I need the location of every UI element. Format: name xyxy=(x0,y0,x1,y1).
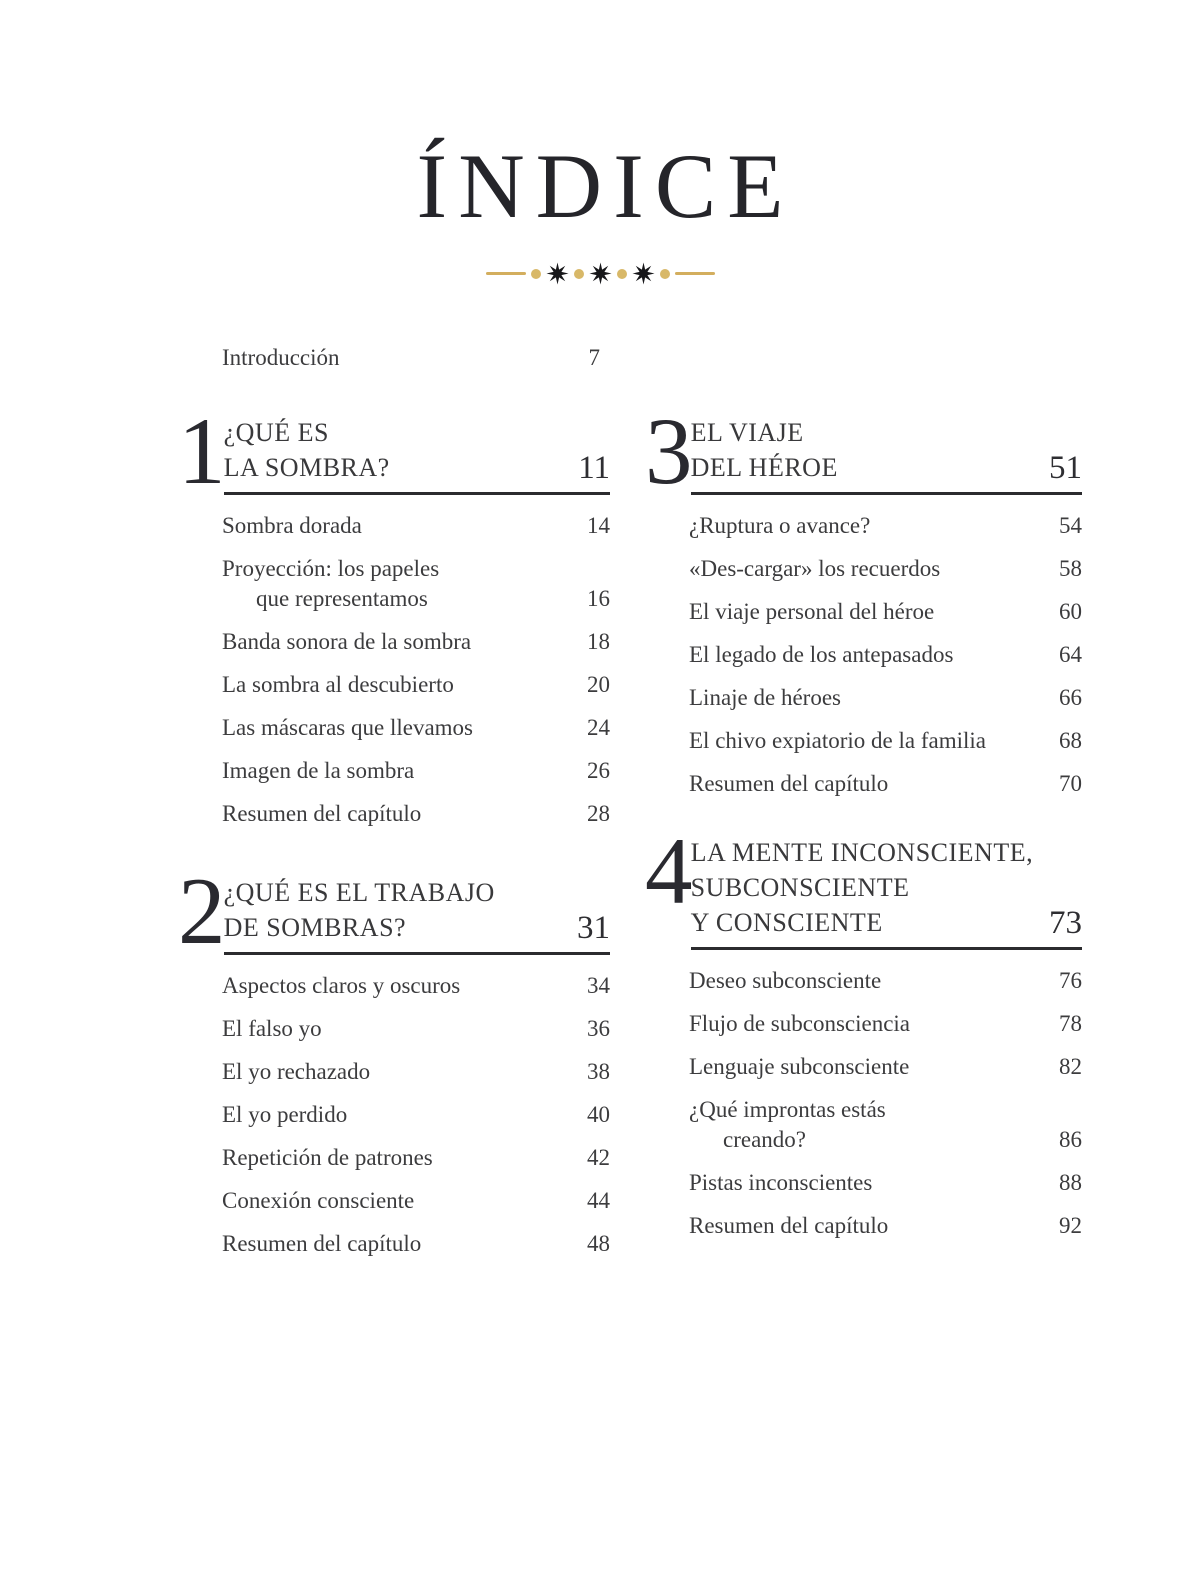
toc-item-label xyxy=(689,769,888,799)
toc-item xyxy=(689,1009,1082,1039)
toc-item-page: 82 xyxy=(1059,1053,1082,1079)
ornament-divider xyxy=(0,259,1200,289)
chapter-page-number: 73 xyxy=(1049,904,1082,941)
toc-item-label xyxy=(689,1168,872,1198)
toc-item-page: 38 xyxy=(587,1058,610,1084)
chapter-title-line: Y CONSCIENTE xyxy=(690,907,883,937)
toc-item-page: 40 xyxy=(587,1101,610,1127)
toc-item-label xyxy=(222,1186,414,1216)
toc-item-page: 86 xyxy=(1059,1126,1082,1152)
toc-item-line: Pistas inconscientes xyxy=(689,1169,873,1195)
chapter-items xyxy=(178,511,610,829)
toc-item xyxy=(222,971,610,1001)
toc-item-page: 34 xyxy=(587,972,610,998)
dot-icon xyxy=(617,269,627,279)
toc-item-page: 36 xyxy=(587,1015,610,1041)
toc-item-line: El chivo expiatorio de la familia xyxy=(689,727,986,753)
toc-item-label xyxy=(689,1095,886,1155)
toc-item-line: La sombra al descubierto xyxy=(222,671,454,697)
toc-intro-label: Introducción xyxy=(222,344,340,370)
divider-line xyxy=(486,272,526,275)
chapter-title-wrap xyxy=(691,835,1082,950)
toc-item-line: ¿Qué improntas estás xyxy=(689,1096,886,1122)
toc-item-page: 54 xyxy=(1059,512,1082,538)
chapter-title-line: DE SOMBRAS? xyxy=(223,912,407,942)
toc-item-page: 20 xyxy=(587,671,610,697)
chapter-title xyxy=(691,415,838,485)
toc-item-page: 14 xyxy=(587,512,610,538)
toc-item-label xyxy=(689,683,841,713)
toc-item-line: Banda sonora de la sombra xyxy=(222,628,472,654)
toc-item-line: El legado de los antepasados xyxy=(689,641,954,667)
toc-item-line: El viaje personal del héroe xyxy=(689,598,935,624)
chapter-number: 3 xyxy=(645,397,691,504)
toc-item xyxy=(689,597,1082,627)
chapter-title-line: SUBCONSCIENTE xyxy=(690,872,910,902)
toc-item-page: 88 xyxy=(1059,1169,1082,1195)
toc-item xyxy=(222,1014,610,1044)
chapter-title-line: LA SOMBRA? xyxy=(223,452,390,482)
chapter-header xyxy=(645,397,1082,504)
toc-item-page: 28 xyxy=(587,800,610,826)
toc-item-line: Deseo subconsciente xyxy=(689,967,882,993)
dot-icon xyxy=(574,269,584,279)
chapter-title xyxy=(224,875,495,945)
toc-item-line: El yo perdido xyxy=(222,1101,348,1127)
chapter-block xyxy=(645,397,1082,799)
toc-item xyxy=(689,726,1082,756)
toc-item-label xyxy=(222,554,439,614)
chapter-page-number: 51 xyxy=(1049,449,1082,486)
toc-item-page: 48 xyxy=(587,1230,610,1256)
chapter-number: 4 xyxy=(645,817,691,924)
toc-item-line: «Des-cargar» los recuerdos xyxy=(689,555,941,581)
toc-item-line: Resumen del capítulo xyxy=(222,800,422,826)
star-icon xyxy=(632,262,655,285)
chapter-number: 1 xyxy=(178,397,224,504)
toc-item-label xyxy=(222,1057,370,1087)
chapter-title-wrap xyxy=(224,415,610,495)
toc-item-line: Imagen de la sombra xyxy=(222,757,415,783)
toc-item-label xyxy=(689,1052,909,1082)
toc-item-page: 66 xyxy=(1059,684,1082,710)
toc-item-page: 16 xyxy=(587,585,610,611)
toc-item-label xyxy=(689,726,986,756)
toc-item-label xyxy=(222,1014,322,1044)
toc-item-label xyxy=(222,756,414,786)
toc-item-page: 24 xyxy=(587,714,610,740)
toc-content xyxy=(178,345,1082,1272)
chapter-header xyxy=(178,857,610,964)
toc-item-line: que representamos xyxy=(256,585,428,611)
toc-intro-page: 7 xyxy=(588,344,600,370)
chapter-items xyxy=(645,511,1082,799)
toc-item-label xyxy=(689,511,870,541)
toc-item-line: Repetición de patrones xyxy=(222,1144,433,1170)
chapter-title-line: DEL HÉROE xyxy=(690,452,838,482)
toc-item-page: 78 xyxy=(1059,1010,1082,1036)
toc-item xyxy=(689,1095,1082,1155)
toc-item-line: El yo rechazado xyxy=(222,1058,371,1084)
chapter-title xyxy=(691,835,1033,940)
toc-item-page: 92 xyxy=(1059,1212,1082,1238)
toc-item xyxy=(689,1052,1082,1082)
chapter-header xyxy=(645,817,1082,950)
toc-item xyxy=(222,1229,610,1259)
toc-item-line: Resumen del capítulo xyxy=(689,770,889,796)
dot-icon xyxy=(531,269,541,279)
chapter-title xyxy=(224,415,390,485)
toc-item-line: Conexión consciente xyxy=(222,1187,415,1213)
toc-item-label xyxy=(689,1009,910,1039)
chapter-title-line: LA MENTE INCONSCIENTE, xyxy=(690,837,1034,867)
toc-column-right xyxy=(645,397,1082,1254)
chapter-block xyxy=(178,857,610,1259)
toc-item-label xyxy=(222,627,471,657)
toc-item xyxy=(222,627,610,657)
toc-item-line: Resumen del capítulo xyxy=(689,1212,889,1238)
toc-item xyxy=(689,554,1082,584)
toc-item-line: Resumen del capítulo xyxy=(222,1230,422,1256)
toc-item-line: Linaje de héroes xyxy=(689,684,841,710)
page-title: ÍNDICE xyxy=(416,135,795,237)
toc-item-label xyxy=(222,799,421,829)
toc-item-page: 44 xyxy=(587,1187,610,1213)
toc-item-line: Las máscaras que llevamos xyxy=(222,714,473,740)
toc-item xyxy=(222,554,610,614)
toc-item-page: 42 xyxy=(587,1144,610,1170)
toc-item xyxy=(689,640,1082,670)
toc-item-page: 76 xyxy=(1059,967,1082,993)
toc-item-page: 64 xyxy=(1059,641,1082,667)
chapter-items xyxy=(178,971,610,1259)
toc-item xyxy=(689,1168,1082,1198)
chapter-number: 2 xyxy=(178,857,224,964)
toc-item xyxy=(689,1211,1082,1241)
chapter-block xyxy=(178,397,610,829)
toc-item-label xyxy=(222,670,454,700)
toc-item-line: El falso yo xyxy=(222,1015,322,1041)
toc-item-label xyxy=(222,971,460,1001)
toc-item xyxy=(222,713,610,743)
toc-columns xyxy=(178,397,1082,1272)
toc-item-page: 26 xyxy=(587,757,610,783)
divider-line xyxy=(675,272,715,275)
toc-item-page: 58 xyxy=(1059,555,1082,581)
toc-item xyxy=(222,670,610,700)
toc-item-line: Proyección: los papeles xyxy=(222,555,440,581)
dot-icon xyxy=(660,269,670,279)
chapter-block xyxy=(645,817,1082,1241)
toc-item-label xyxy=(689,1211,888,1241)
toc-item xyxy=(222,1186,610,1216)
chapter-page-number: 11 xyxy=(578,449,610,486)
toc-item xyxy=(222,756,610,786)
chapter-items xyxy=(645,966,1082,1241)
toc-item-line: ¿Ruptura o avance? xyxy=(689,512,871,538)
toc-item xyxy=(689,683,1082,713)
toc-item-label xyxy=(222,1143,433,1173)
toc-item-page: 70 xyxy=(1059,770,1082,796)
toc-item-label xyxy=(689,554,940,584)
toc-item xyxy=(222,1100,610,1130)
star-icon xyxy=(589,262,612,285)
toc-item xyxy=(689,769,1082,799)
toc-item xyxy=(689,511,1082,541)
chapter-title-line: ¿QUÉ ES xyxy=(223,417,329,447)
chapter-title-wrap xyxy=(691,415,1082,495)
toc-item-line: Aspectos claros y oscuros xyxy=(222,972,461,998)
toc-item-line: Sombra dorada xyxy=(222,512,362,538)
chapter-header xyxy=(178,397,610,504)
toc-item xyxy=(689,966,1082,996)
toc-item-label xyxy=(222,713,473,743)
star-icon xyxy=(546,262,569,285)
toc-item-page: 60 xyxy=(1059,598,1082,624)
toc-item-label xyxy=(689,640,953,670)
toc-item-label xyxy=(222,1229,421,1259)
toc-item-label xyxy=(222,511,362,541)
toc-item-label xyxy=(689,597,934,627)
toc-item-page: 68 xyxy=(1059,727,1082,753)
chapter-title-line: EL VIAJE xyxy=(690,417,804,447)
toc-item-label xyxy=(222,1100,347,1130)
chapter-title-wrap xyxy=(224,875,610,955)
toc-item-line: Flujo de subconsciencia xyxy=(689,1010,911,1036)
toc-intro-row xyxy=(222,345,600,371)
toc-item xyxy=(222,511,610,541)
toc-item-line: Lenguaje subconsciente xyxy=(689,1053,910,1079)
toc-column-left xyxy=(178,397,610,1272)
toc-item-label xyxy=(689,966,881,996)
chapter-title-line: ¿QUÉ ES EL TRABAJO xyxy=(223,877,495,907)
chapter-page-number: 31 xyxy=(577,909,610,946)
toc-item xyxy=(222,1143,610,1173)
toc-item xyxy=(222,799,610,829)
toc-item xyxy=(222,1057,610,1087)
toc-item-page: 18 xyxy=(587,628,610,654)
toc-item-line: creando? xyxy=(723,1126,806,1152)
